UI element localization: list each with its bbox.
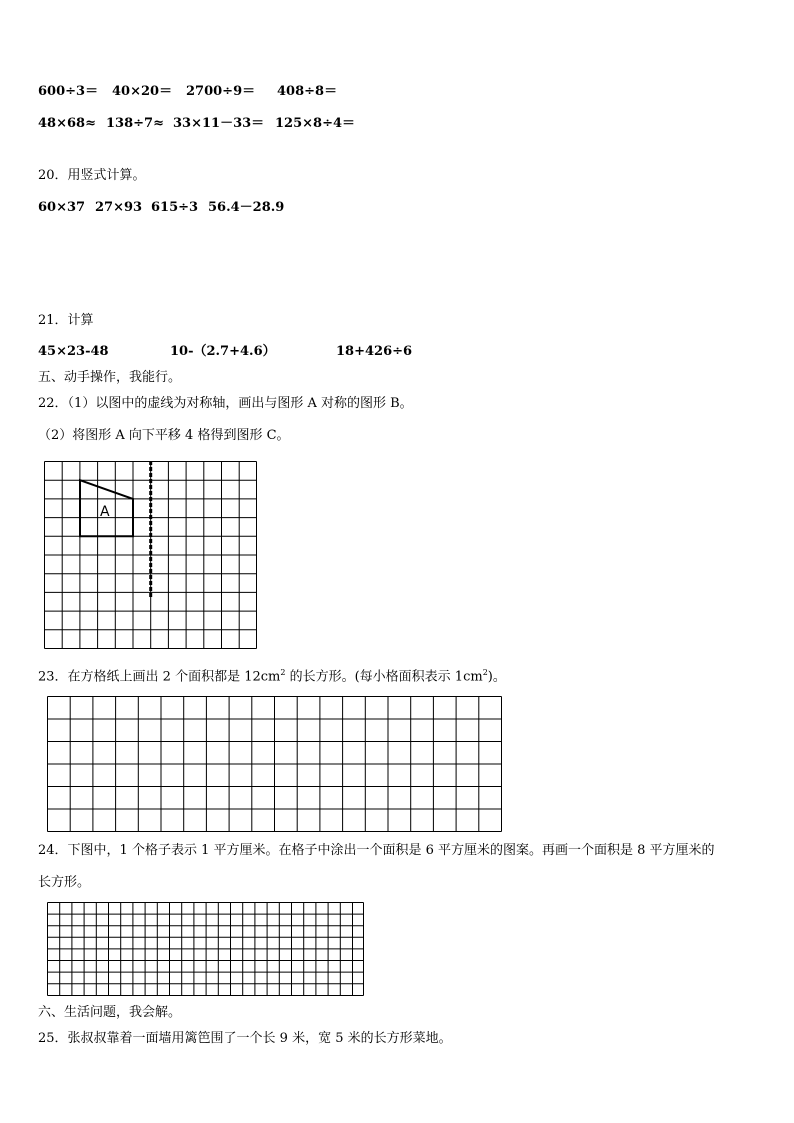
q23-suffix: )。 [487, 669, 506, 685]
q20-item-2: 27×93 [95, 200, 143, 215]
section-6-heading: 六、生活问题，我会解。 [38, 1005, 182, 1020]
oral-calc-8: 125×8÷4＝ [275, 116, 356, 131]
q24-line2: 长方形。 [38, 875, 91, 890]
q22-grid[interactable] [44, 461, 258, 650]
q21-title: 21．计算 [38, 313, 94, 328]
oral-calc-1: 600÷3＝ [38, 84, 99, 99]
q24-grid[interactable] [47, 902, 365, 997]
q23-middle: 的长方形。(每小格面积表示 1cm [285, 669, 483, 685]
q20-title: 20．用竖式计算。 [38, 168, 146, 183]
q22-part2: （2）将图形 A 向下平移 4 格得到图形 C。 [38, 428, 290, 443]
q23-sup1: 2 [280, 668, 286, 677]
q21-item-1: 45×23-48 [38, 344, 109, 359]
q23-text [38, 665, 506, 685]
q23-sup2: 2 [482, 668, 488, 677]
oral-calc-6: 138÷7≈ [106, 116, 164, 131]
q21-item-3: 18+426÷6 [336, 344, 413, 359]
oral-calc-7: 33×11－33＝ [173, 116, 265, 131]
q23-grid[interactable] [47, 696, 503, 833]
q24-line1: 24．下图中，1 个格子表示 1 平方厘米。在格子中涂出一个面积是 6 平方厘米的图案。再画一个面积是 8 平方厘米的 [38, 843, 715, 858]
q23-prefix: 23．在方格纸上画出 2 个面积都是 12cm [38, 669, 281, 685]
oral-calc-3: 2700÷9＝ [186, 84, 256, 99]
q20-item-4: 56.4－28.9 [208, 200, 285, 215]
q20-item-3: 615÷3 [151, 200, 199, 215]
shape-a-label: A [100, 504, 110, 520]
q25-text: 25．张叔叔靠着一面墙用篱笆围了一个长 9 米，宽 5 米的长方形菜地。 [38, 1031, 452, 1046]
q22-part1: 22．（1）以图中的虚线为对称轴，画出与图形 A 对称的图形 B。 [38, 396, 413, 411]
q20-item-1: 60×37 [38, 200, 86, 215]
section-5-heading: 五、动手操作，我能行。 [38, 370, 182, 385]
oral-calc-2: 40×20＝ [112, 84, 173, 99]
oral-calc-4: 408÷8＝ [277, 84, 338, 99]
oral-calc-5: 48×68≈ [38, 116, 96, 131]
q21-item-2: 10-（2.7+4.6） [170, 344, 276, 359]
